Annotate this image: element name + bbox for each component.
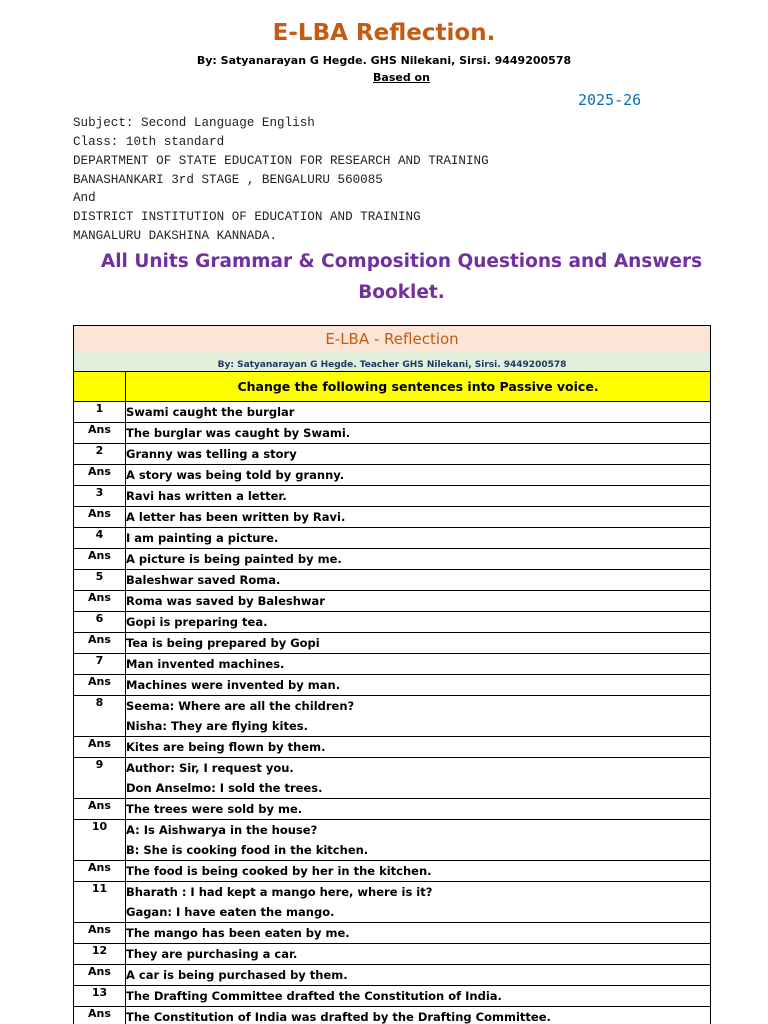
passive-voice-table [73, 325, 711, 1024]
answer-line: A car is being purchased by them. [126, 968, 348, 982]
question-line: Gopi is preparing tea. [126, 615, 268, 629]
question-line: Seema: Where are all the children? [126, 699, 355, 713]
table-title: E-LBA - Reflection [325, 330, 459, 349]
question-line: Nisha: They are flying kites. [126, 719, 309, 733]
answer-label: Ans [74, 799, 126, 820]
question-text [126, 528, 711, 549]
author-line: By: Satyanarayan G Hegde. GHS Nilekani, Sirsi. 9449200578 [196, 54, 572, 67]
answer-label: Ans [74, 633, 126, 654]
question-line: B: She is cooking food in the kitchen. [126, 843, 369, 857]
answer-line: A story was being told by granny. [126, 468, 345, 482]
answer-row [74, 465, 711, 486]
question-line: Swami caught the burglar [126, 405, 295, 419]
question-row [74, 882, 711, 923]
answer-label: Ans [74, 965, 126, 986]
question-text [126, 444, 711, 465]
question-line: I am painting a picture. [126, 531, 279, 545]
answer-line: A picture is being painted by me. [126, 552, 342, 566]
question-line: Ravi has written a letter. [126, 489, 287, 503]
question-row [74, 654, 711, 675]
question-text [126, 986, 711, 1007]
question-line: Granny was telling a story [126, 447, 297, 461]
answer-row [74, 423, 711, 444]
answer-row [74, 861, 711, 882]
question-text [126, 758, 711, 799]
booklet-title-line-2: Booklet. [358, 282, 445, 303]
info-class: Class: 10th standard [73, 134, 225, 149]
answer-label: Ans [74, 465, 126, 486]
answer-line: Tea is being prepared by Gopi [126, 636, 320, 650]
question-line: Man invented machines. [126, 657, 285, 671]
question-row [74, 444, 711, 465]
info-institution: DISTRICT INSTITUTION OF EDUCATION AND TRAINING [73, 210, 421, 225]
question-row [74, 402, 711, 423]
question-number: 8 [74, 696, 126, 737]
answer-row [74, 549, 711, 570]
question-number: 3 [74, 486, 126, 507]
answer-text [126, 861, 711, 882]
answer-line: Roma was saved by Baleshwar [126, 594, 325, 608]
answer-row [74, 737, 711, 758]
answer-row [74, 591, 711, 612]
document-title: E-LBA Reflection. [272, 20, 496, 46]
answer-row [74, 675, 711, 696]
table-title-row [74, 326, 711, 352]
question-row [74, 486, 711, 507]
answer-text [126, 923, 711, 944]
answer-line: Machines were invented by man. [126, 678, 341, 692]
answer-line: Kites are being flown by them. [126, 740, 326, 754]
question-line: Baleshwar saved Roma. [126, 573, 281, 587]
answer-text [126, 423, 711, 444]
answer-label: Ans [74, 549, 126, 570]
question-text [126, 570, 711, 591]
question-text [126, 612, 711, 633]
instruction-cell: Change the following sentences into Passive voice. [126, 372, 711, 402]
answer-text [126, 633, 711, 654]
answer-label: Ans [74, 861, 126, 882]
question-number: 1 [74, 402, 126, 423]
answer-text [126, 675, 711, 696]
info-subject: Subject: Second Language English [73, 116, 315, 130]
question-text [126, 882, 711, 923]
booklet-title-line-1: All Units Grammar & Composition Questions and Answers [100, 251, 703, 272]
instruction-blank-cell [74, 372, 126, 402]
answer-row [74, 965, 711, 986]
instruction-row [74, 372, 711, 402]
question-row [74, 944, 711, 965]
answer-row [74, 507, 711, 528]
answer-line: The trees were sold by me. [126, 802, 303, 816]
question-line: They are purchasing a car. [126, 947, 298, 961]
table-subtitle: By: Satyanarayan G Hegde. Teacher GHS Nilekani, Sirsi. 9449200578 [217, 359, 567, 370]
answer-line: A letter has been written by Ravi. [126, 510, 346, 524]
answer-row [74, 1007, 711, 1024]
question-row [74, 696, 711, 737]
answer-label: Ans [74, 423, 126, 444]
question-number: 12 [74, 944, 126, 965]
answer-line: The Constitution of India was drafted by the Drafting Committee. [126, 1010, 551, 1024]
question-number: 11 [74, 882, 126, 923]
question-line: The Drafting Committee drafted the Constitution of India. [126, 989, 502, 1003]
question-number: 2 [74, 444, 126, 465]
question-number: 9 [74, 758, 126, 799]
info-address-1: BANASHANKARI 3rd STAGE , BENGALURU 560085 [73, 172, 383, 187]
question-number: 6 [74, 612, 126, 633]
answer-line: The burglar was caught by Swami. [126, 426, 351, 440]
academic-year: 2025-26 [578, 91, 642, 109]
answer-label: Ans [74, 1007, 126, 1024]
answer-text [126, 799, 711, 820]
question-text [126, 944, 711, 965]
answer-line: The food is being cooked by her in the kitchen. [126, 864, 432, 878]
question-row [74, 570, 711, 591]
answer-label: Ans [74, 737, 126, 758]
question-text [126, 486, 711, 507]
question-number: 7 [74, 654, 126, 675]
question-number: 5 [74, 570, 126, 591]
booklet-title [0, 246, 768, 308]
question-line: Gagan: I have eaten the mango. [126, 905, 335, 919]
question-text [126, 696, 711, 737]
question-row [74, 758, 711, 799]
table-title-cell [74, 326, 711, 352]
question-row [74, 986, 711, 1007]
answer-label: Ans [74, 675, 126, 696]
info-address-2: MANGALURU DAKSHINA KANNADA. [73, 229, 278, 244]
question-text [126, 820, 711, 861]
question-text [126, 654, 711, 675]
answer-row [74, 923, 711, 944]
question-number: 10 [74, 820, 126, 861]
answer-line: The mango has been eaten by me. [126, 926, 350, 940]
question-row [74, 612, 711, 633]
info-and: And [73, 191, 96, 206]
question-number: 13 [74, 986, 126, 1007]
question-number: 4 [74, 528, 126, 549]
question-row [74, 820, 711, 861]
question-line: Author: Sir, I request you. [126, 761, 294, 775]
answer-label: Ans [74, 507, 126, 528]
answer-text [126, 549, 711, 570]
info-department: DEPARTMENT OF STATE EDUCATION FOR RESEARCH AND TRAINING [73, 153, 489, 168]
answer-text [126, 965, 711, 986]
question-text [126, 402, 711, 423]
question-row [74, 528, 711, 549]
info-block [73, 114, 489, 246]
answer-text [126, 507, 711, 528]
table-subtitle-cell [74, 352, 711, 372]
answer-text [126, 1007, 711, 1024]
answer-text [126, 737, 711, 758]
based-on-label: Based on [373, 71, 430, 84]
answer-label: Ans [74, 923, 126, 944]
answer-row [74, 633, 711, 654]
question-line: A: Is Aishwarya in the house? [126, 823, 318, 837]
table-subtitle-row [74, 352, 711, 372]
question-line: Don Anselmo: I sold the trees. [126, 781, 323, 795]
answer-text [126, 591, 711, 612]
answer-row [74, 799, 711, 820]
answer-label: Ans [74, 591, 126, 612]
answer-text [126, 465, 711, 486]
question-line: Bharath : I had kept a mango here, where is it? [126, 885, 433, 899]
